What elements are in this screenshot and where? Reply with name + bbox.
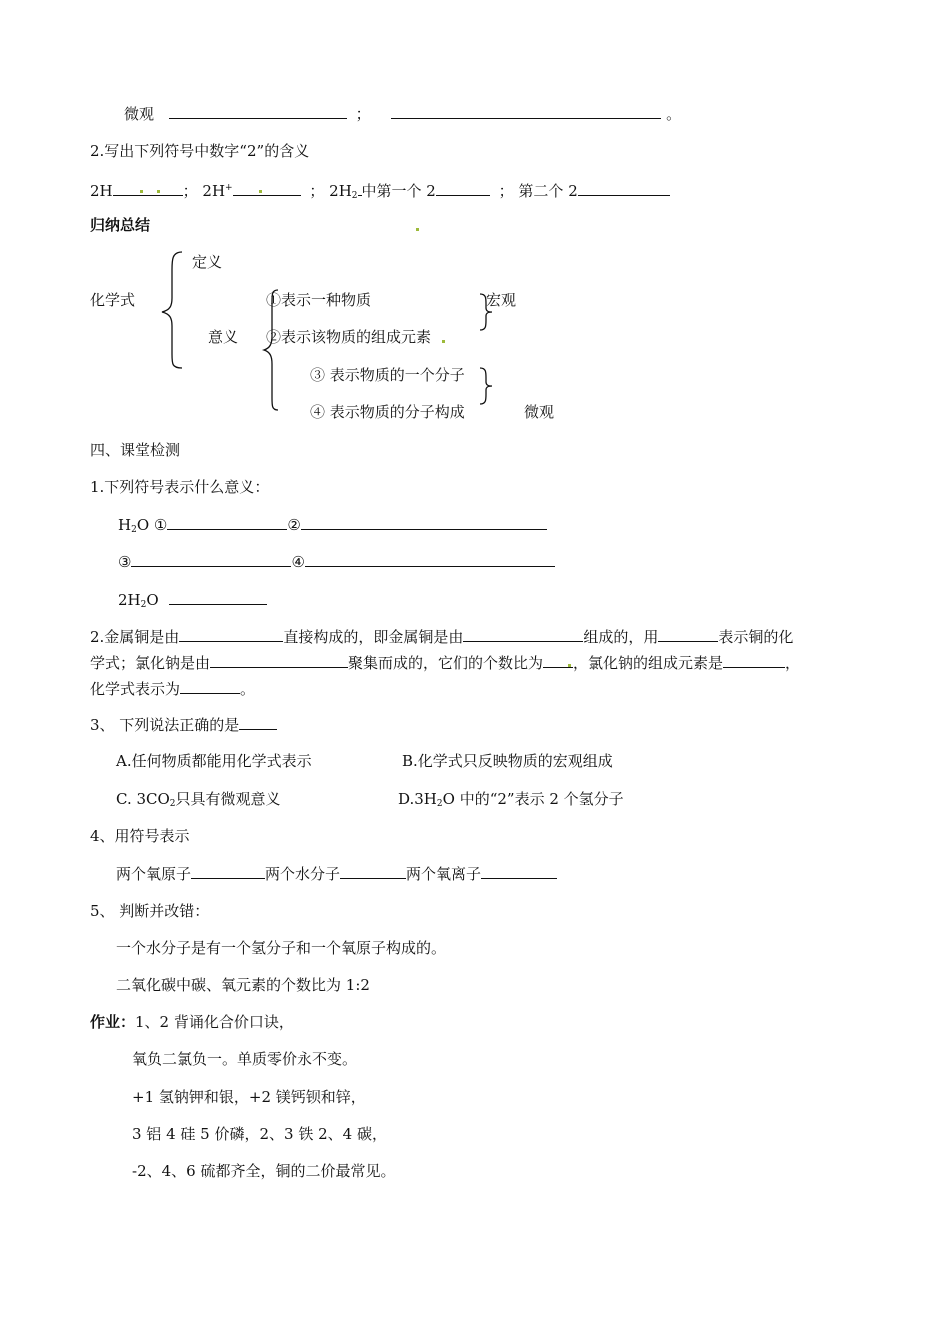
answer-blank[interactable] — [578, 181, 670, 196]
section-title: 四、课堂检测 — [90, 441, 181, 459]
speck — [157, 190, 160, 193]
answer-blank[interactable] — [436, 181, 490, 196]
h2o-line-2: ③ ④ — [118, 552, 555, 571]
answer-blank[interactable] — [463, 627, 583, 642]
answer-blank[interactable] — [169, 590, 267, 605]
micro-side-label: 微观 — [524, 403, 555, 421]
meaning-4: ④ 表示物质的分子构成 — [310, 403, 465, 421]
answer-blank[interactable] — [210, 653, 348, 668]
answer-blank[interactable] — [305, 552, 555, 567]
answer-blank[interactable] — [301, 515, 547, 530]
meaning-1: ①表示一种物质 — [266, 291, 372, 309]
answer-blank[interactable] — [167, 515, 287, 530]
question-title: 1.下列符号表示什么意义： — [90, 478, 270, 496]
meaning-2: ②表示该物质的组成元素 — [266, 328, 432, 346]
answer-blank[interactable] — [233, 181, 301, 196]
rhyme-line-3: 3 铝 4 硅 5 价磷，2、3 铁 2、4 碳， — [132, 1125, 387, 1143]
copper-line-1: 2.金属铜是由 直接构成的，即金属铜是由 组成的，用 表示铜的化 — [90, 628, 794, 646]
answer-blank[interactable] — [481, 864, 557, 879]
rhyme-line-1: 氧负二氯负一。单质零价永不变。 — [132, 1050, 358, 1068]
left-brace-icon — [262, 288, 282, 412]
option-d[interactable]: $D.3H_2O$ 中的“2”表示 2 个氢分子 — [398, 790, 624, 809]
answer-blank[interactable] — [180, 679, 240, 694]
homework-label: 作业： — [90, 1013, 136, 1031]
two-h2o-line: $2H_2O$ — [118, 590, 267, 614]
macro-label: 宏观 — [486, 291, 517, 309]
answer-blank[interactable] — [658, 627, 718, 642]
definition-label: 定义 — [192, 253, 223, 271]
answer-blank[interactable] — [169, 104, 347, 119]
q2-line: 2H ； 2H+ ； $2H_2$ 中第一个 2 ； 第二个 2 — [90, 179, 670, 205]
answer-blank[interactable] — [239, 715, 277, 730]
question-title: 3、 下列说法正确的是 — [90, 715, 277, 734]
answer-blank[interactable] — [340, 864, 406, 879]
speck — [568, 664, 571, 667]
question-title: 5、 判断并改错： — [90, 902, 210, 920]
answer-blank[interactable] — [113, 181, 183, 196]
rhyme-line-4: -2、4、6 硫都齐全，铜的二价最常见。 — [132, 1162, 396, 1180]
summary-heading: 归纳总结 — [90, 216, 151, 234]
option-a[interactable]: A.任何物质都能用化学式表示 — [116, 752, 312, 770]
top-line: 微观 ； 。 — [124, 105, 682, 123]
copper-line-3: 化学式表示为 。 — [90, 680, 256, 698]
answer-blank[interactable] — [723, 653, 785, 668]
speck — [259, 190, 262, 193]
statement-1: 一个水分子是有一个氢分子和一个氧原子构成的。 — [116, 939, 447, 957]
h2o-line: $H_2O$ ① ② — [118, 515, 547, 539]
speck — [416, 228, 419, 231]
meaning-3: ③ 表示物质的一个分子 — [310, 366, 465, 384]
homework-line: 作业：1、2 背诵化合价口诀， — [90, 1013, 294, 1031]
statement-2: 二氧化碳中碳、氧元素的个数比为 1:2 — [116, 976, 370, 994]
question-title: 2.写出下列符号中数字“2”的含义 — [90, 142, 310, 160]
copper-line-2: 学式；氯化钠是由 聚集而成的，它们的个数比为 ，氯化钠的组成元素是 ， — [90, 654, 801, 672]
formula-label: 化学式 — [90, 291, 136, 309]
speck — [442, 340, 445, 343]
rhyme-line-2: +1 氢钠钾和银，+2 镁钙钡和锌， — [132, 1088, 366, 1106]
left-brace-icon — [160, 250, 190, 370]
right-brace-icon — [478, 292, 494, 332]
option-c[interactable]: C. $3CO_2$只具有微观意义 — [116, 790, 281, 809]
answer-blank[interactable] — [391, 104, 661, 119]
option-b[interactable]: B.化学式只反映物质的宏观组成 — [402, 752, 613, 770]
right-brace-icon — [478, 366, 494, 406]
question-title: 4、用符号表示 — [90, 827, 190, 845]
answer-blank[interactable] — [131, 552, 291, 567]
speck — [140, 190, 143, 193]
meaning-label: 意义 — [208, 328, 239, 346]
answer-blank[interactable] — [179, 627, 283, 642]
micro-label: 微观 — [124, 105, 155, 123]
answer-blank[interactable] — [191, 864, 265, 879]
symbols-line: 两个氧原子 两个水分子 两个氧离子 — [116, 864, 557, 883]
